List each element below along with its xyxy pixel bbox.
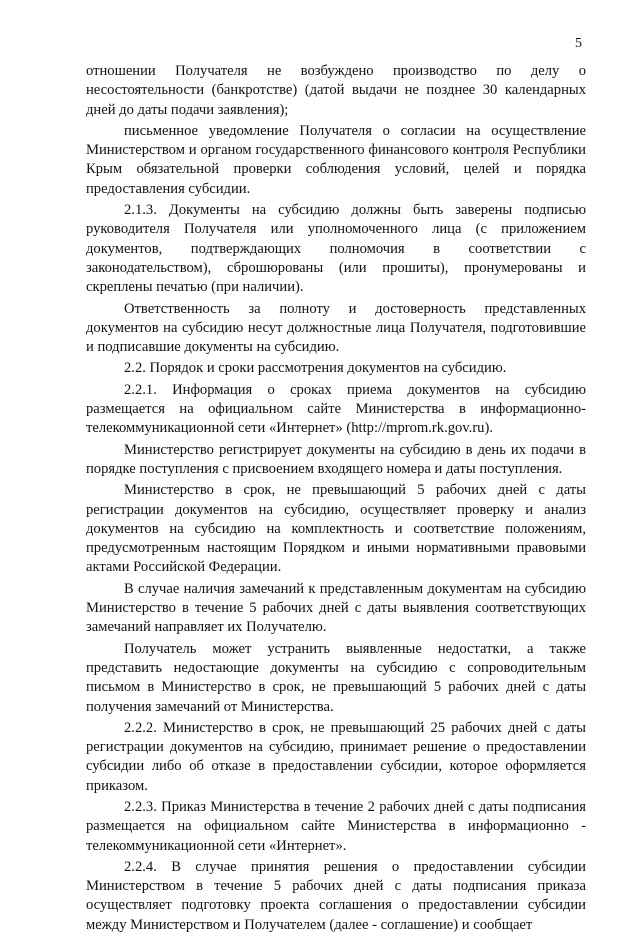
paragraph-remarks: В случае наличия замечаний к представленным документам на субсидию Министерство в течение 5 рабочих дней с даты выявления соответствующих замечаний направляет их Получателю. xyxy=(86,580,586,636)
section-heading-2-2: 2.2. Порядок и сроки рассмотрения документов на субсидию. xyxy=(124,360,507,377)
paragraph-2-2-2: 2.2.2. Министерство в срок, не превышающий 25 рабочих дней с даты регистрации документов на субсидию, принимает решение о предоставлении субсидии либо об отказе в предоставлении субсидии, которое оформляется приказом. xyxy=(86,719,586,794)
paragraph-2-2-4: 2.2.4. В случае принятия решения о предоставлении субсидии Министерством в течение 5 рабочих дней с даты подписания приказа осуществляет подготовку проекта соглашения о предоставлении субсидии между Министерством и Получателем (далее - соглашение) и сообщает xyxy=(86,858,586,933)
paragraph-corrections: Получатель может устранить выявленные недостатки, а также представить недостающие документы на субсидию с сопроводительным письмом в Министерство в срок, не превышающий 5 рабочих дней с даты получения замечаний от Министерства. xyxy=(86,640,586,715)
paragraph-continuation: отношении Получателя не возбуждено производство по делу о несостоятельности (банкротстве) (датой выдачи не позднее 30 календарных дней до даты подачи заявления); xyxy=(86,63,586,118)
document-body xyxy=(86,62,586,937)
paragraph-2-1-3: 2.1.3. Документы на субсидию должны быть заверены подписью руководителя Получателя или уполномоченного лица (с приложением документов, подтверждающих полномочия в соответствии с законодательством), сброшюрованы (или прошиты), пронумерованы и скреплены печатью (при наличии). xyxy=(86,202,586,296)
paragraph-registration: Министерство регистрирует документы на субсидию в день их подачи в порядке поступления с присвоением входящего номера и даты поступления. xyxy=(86,441,586,477)
paragraph-2-2-3: 2.2.3. Приказ Министерства в течение 2 рабочих дней с даты подписания размещается на официальном сайте Министерства в информационно - телекоммуникационной сети «Интернет». xyxy=(86,798,586,854)
paragraph-notification: письменное уведомление Получателя о согласии на осуществление Министерством и органом государственного финансового контроля Республики Крым обязательной проверки соблюдения условий, целей и порядка предоставления субсидии. xyxy=(86,122,586,197)
paragraph-2-2-1: 2.2.1. Информация о сроках приема документов на субсидию размещается на официальном сайте Министерства в информационно-телекоммуникационной сети «Интернет» (http://mprom.rk.gov.ru). xyxy=(86,381,586,437)
paragraph-review: Министерство в срок, не превышающий 5 рабочих дней с даты регистрации документов на субсидию, осуществляет проверку и анализ документов на субсидию на комплектность и соответствие положениям, предусмотренным настоящим Порядком и иными нормативными правовыми актами Российской Федерации. xyxy=(86,482,586,576)
page-number: 5 xyxy=(575,36,582,51)
paragraph-responsibility: Ответственность за полноту и достоверность представленных документов на субсидию несут должностные лица Получателя, подготовившие и подписавшие документы на субсидию. xyxy=(86,300,586,356)
